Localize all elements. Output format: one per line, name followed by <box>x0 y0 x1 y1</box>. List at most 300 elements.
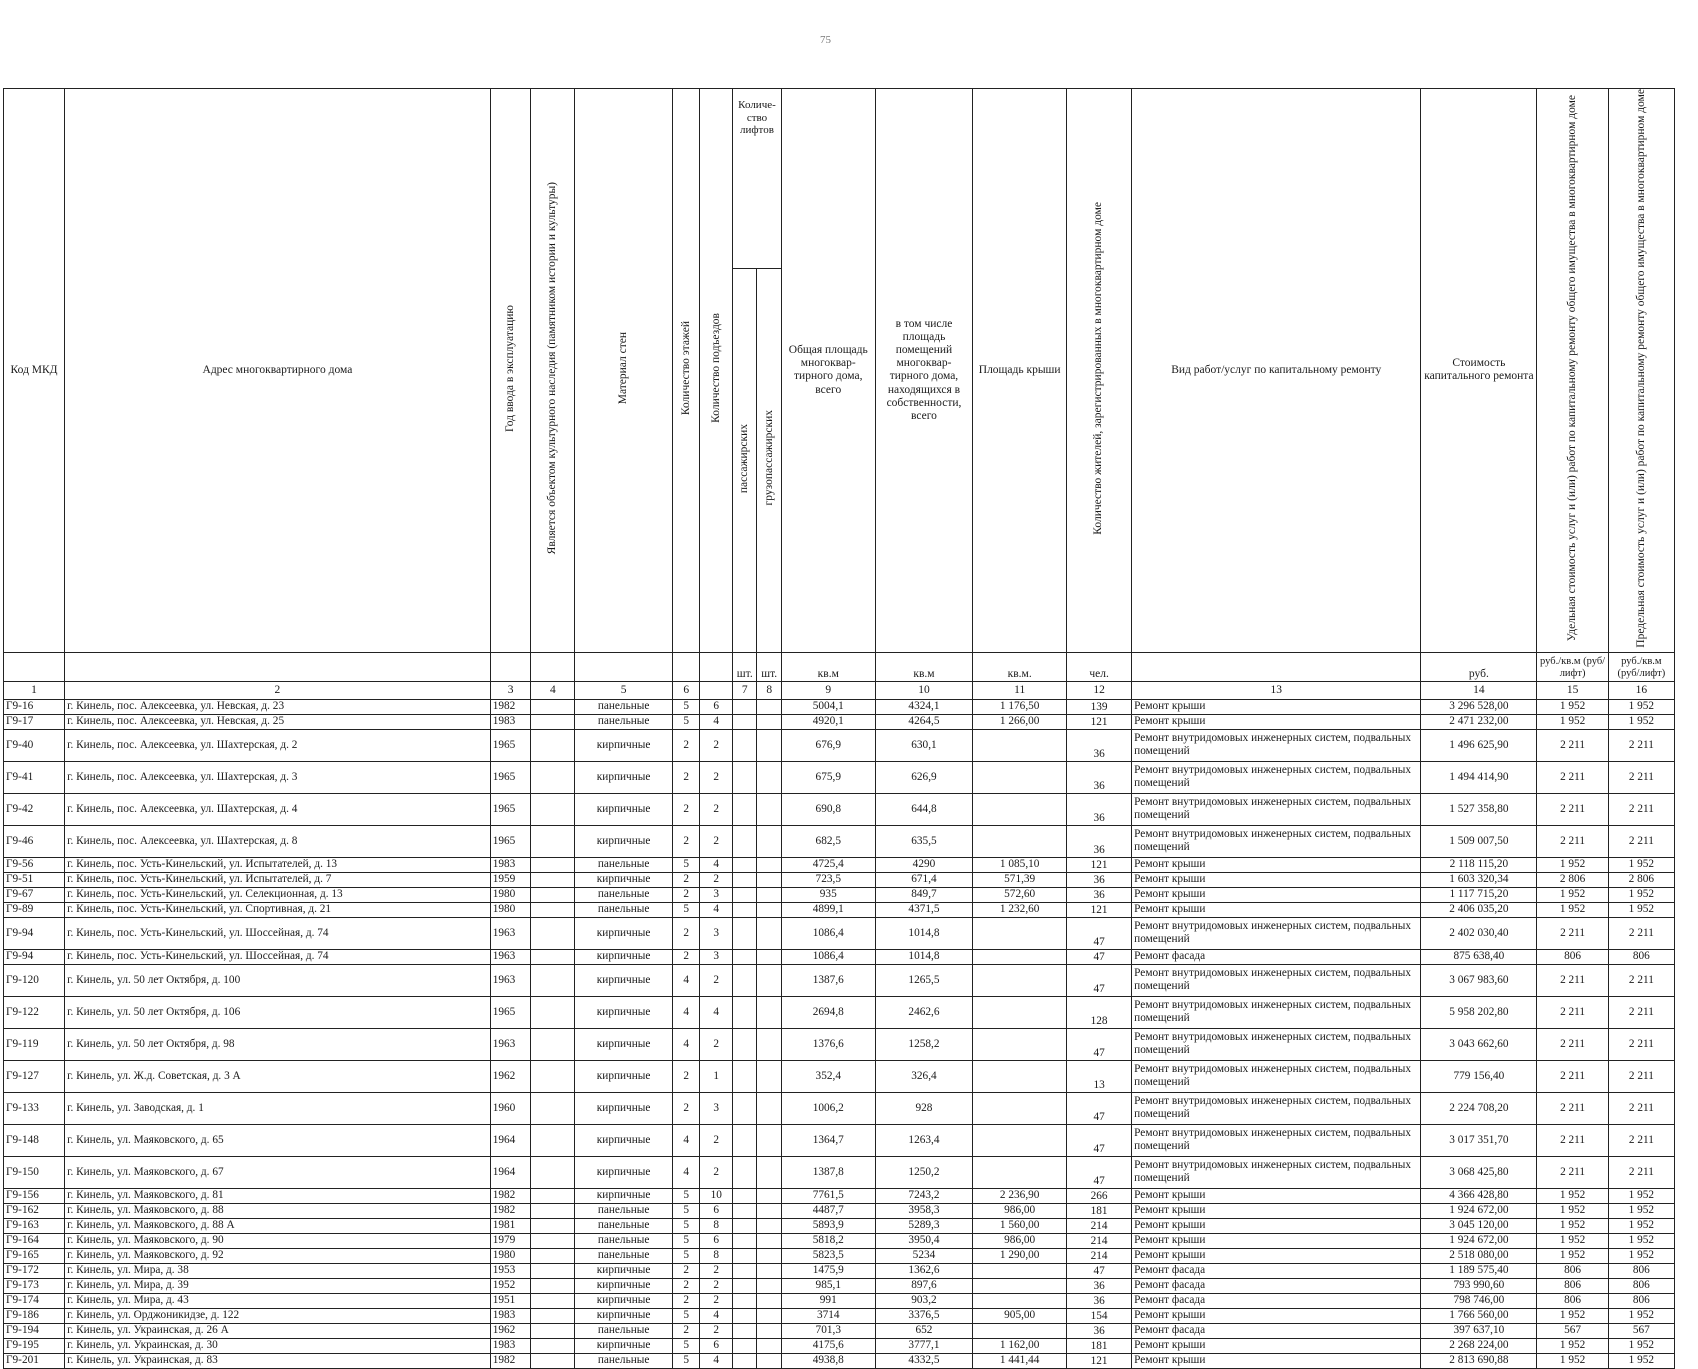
cell-year: 1980 <box>490 1248 531 1263</box>
cell-cost: 1 494 414,90 <box>1421 761 1537 793</box>
cell-total-area: 2694,8 <box>781 996 875 1028</box>
cell-lifts-pass <box>733 1293 757 1308</box>
cell-code: Г9-150 <box>4 1156 65 1188</box>
cell-lifts-cargo <box>757 1278 781 1293</box>
cell-heritage <box>531 1308 575 1323</box>
cell-floors: 5 <box>672 714 699 729</box>
cell-limit-cost: 1 952 <box>1608 1353 1674 1368</box>
cell-code: Г9-156 <box>4 1188 65 1203</box>
cell-unit-cost: 2 211 <box>1537 1124 1608 1156</box>
cell-unit-cost: 2 211 <box>1537 1156 1608 1188</box>
cell-heritage <box>531 825 575 857</box>
cell-code: Г9-165 <box>4 1248 65 1263</box>
table-row <box>4 1338 1675 1353</box>
cell-owned-area: 4332,5 <box>875 1353 973 1368</box>
cell-floors: 5 <box>672 1218 699 1233</box>
cell-address: г. Кинель, ул. Маяковского, д. 81 <box>65 1188 491 1203</box>
cell-lifts-pass <box>733 1028 757 1060</box>
cell-entrances: 4 <box>700 996 733 1028</box>
cell-limit-cost: 1 952 <box>1608 1338 1674 1353</box>
cell-owned-area: 326,4 <box>875 1060 973 1092</box>
cell-entrances: 3 <box>700 949 733 964</box>
cell-entrances: 6 <box>700 699 733 714</box>
cell-lifts-cargo <box>757 1248 781 1263</box>
table-row <box>4 761 1675 793</box>
cell-roof-area <box>973 964 1067 996</box>
cell-owned-area: 903,2 <box>875 1293 973 1308</box>
header-floors-cell <box>672 89 699 653</box>
column-number: 13 <box>1132 681 1421 699</box>
cell-entrances: 4 <box>700 714 733 729</box>
cell-owned-area: 3777,1 <box>875 1338 973 1353</box>
cell-roof-area <box>973 917 1067 949</box>
header-owned-area: в том числе площадь помещений многоквар- тирного дома, находящихся в собственности, всего <box>875 89 973 653</box>
cell-cost: 1 924 672,00 <box>1421 1203 1537 1218</box>
table-row <box>4 1308 1675 1323</box>
header-heritage-cell <box>531 89 575 653</box>
cell-heritage <box>531 793 575 825</box>
cell-lifts-cargo <box>757 1156 781 1188</box>
header-entrances: Количество подъездов <box>709 313 722 424</box>
cell-work-type: Ремонт крыши <box>1132 1353 1421 1368</box>
cell-heritage <box>531 729 575 761</box>
cell-floors: 4 <box>672 1156 699 1188</box>
cell-floors: 2 <box>672 729 699 761</box>
cell-address: г. Кинель, пос. Алексеевка, ул. Шахтерская, д. 3 <box>65 761 491 793</box>
cell-total-area: 4175,6 <box>781 1338 875 1353</box>
cell-code: Г9-51 <box>4 872 65 887</box>
table-row <box>4 857 1675 872</box>
cell-entrances: 2 <box>700 1156 733 1188</box>
cell-wall-material: кирпичные <box>575 917 673 949</box>
cell-roof-area <box>973 1028 1067 1060</box>
cell-work-type: Ремонт внутридомовых инженерных систем, подвальных помещений <box>1132 761 1421 793</box>
cell-owned-area: 4324,1 <box>875 699 973 714</box>
header-limit-cost: Предельная стоимость услуг и (или) работ по капитальному ремонту общего имущества в многоквартирном доме <box>1634 89 1647 648</box>
cell-wall-material: кирпичные <box>575 1028 673 1060</box>
cell-total-area: 5004,1 <box>781 699 875 714</box>
cell-residents: 181 <box>1067 1203 1132 1218</box>
cell-code: Г9-122 <box>4 996 65 1028</box>
cell-code: Г9-67 <box>4 887 65 902</box>
cell-roof-area <box>973 793 1067 825</box>
cell-lifts-pass <box>733 1233 757 1248</box>
cell-lifts-cargo <box>757 917 781 949</box>
cell-total-area: 4487,7 <box>781 1203 875 1218</box>
cell-cost: 1 509 007,50 <box>1421 825 1537 857</box>
cell-unit-cost: 1 952 <box>1537 714 1608 729</box>
cell-unit-cost: 806 <box>1537 949 1608 964</box>
cell-residents: 154 <box>1067 1308 1132 1323</box>
cell-heritage <box>531 1124 575 1156</box>
cell-work-type: Ремонт крыши <box>1132 1233 1421 1248</box>
table-row <box>4 1293 1675 1308</box>
cell-year: 1965 <box>490 996 531 1028</box>
cell-limit-cost: 806 <box>1608 949 1674 964</box>
cell-code: Г9-164 <box>4 1233 65 1248</box>
cell-wall-material: панельные <box>575 699 673 714</box>
cell-entrances: 2 <box>700 1278 733 1293</box>
cell-entrances: 2 <box>700 872 733 887</box>
cell-owned-area: 1265,5 <box>875 964 973 996</box>
cell-total-area: 723,5 <box>781 872 875 887</box>
cell-wall-material: панельные <box>575 1233 673 1248</box>
cell-residents: 36 <box>1067 1323 1132 1338</box>
table-row <box>4 1353 1675 1368</box>
cell-limit-cost: 1 952 <box>1608 714 1674 729</box>
table-row <box>4 1188 1675 1203</box>
cell-work-type: Ремонт крыши <box>1132 1308 1421 1323</box>
cell-year: 1982 <box>490 1353 531 1368</box>
table-row <box>4 1124 1675 1156</box>
header-wall-cell <box>575 89 673 653</box>
cell-work-type: Ремонт крыши <box>1132 1188 1421 1203</box>
cell-wall-material: кирпичные <box>575 964 673 996</box>
cell-owned-area: 3950,4 <box>875 1233 973 1248</box>
cell-code: Г9-89 <box>4 902 65 917</box>
cell-total-area: 701,3 <box>781 1323 875 1338</box>
cell-total-area: 682,5 <box>781 825 875 857</box>
cell-residents: 128 <box>1067 996 1132 1028</box>
header-unit-cost-cell <box>1537 89 1608 653</box>
cell-work-type: Ремонт крыши <box>1132 699 1421 714</box>
cell-entrances: 1 <box>700 1060 733 1092</box>
cell-code: Г9-201 <box>4 1353 65 1368</box>
cell-owned-area: 1014,8 <box>875 949 973 964</box>
cell-cost: 3 067 983,60 <box>1421 964 1537 996</box>
cell-lifts-pass <box>733 1323 757 1338</box>
table-row <box>4 917 1675 949</box>
column-number: 11 <box>973 681 1067 699</box>
cell-wall-material: кирпичные <box>575 825 673 857</box>
cell-wall-material: кирпичные <box>575 1263 673 1278</box>
cell-residents: 36 <box>1067 887 1132 902</box>
cell-limit-cost: 1 952 <box>1608 1218 1674 1233</box>
cell-lifts-pass <box>733 699 757 714</box>
column-number: 16 <box>1608 681 1674 699</box>
cell-limit-cost: 806 <box>1608 1278 1674 1293</box>
cell-year: 1980 <box>490 887 531 902</box>
cell-address: г. Кинель, пос. Усть-Кинельский, ул. Шоссейная, д. 74 <box>65 917 491 949</box>
cell-year: 1982 <box>490 699 531 714</box>
cell-cost: 1 924 672,00 <box>1421 1233 1537 1248</box>
cell-unit-cost: 1 952 <box>1537 887 1608 902</box>
cell-residents: 47 <box>1067 917 1132 949</box>
cell-limit-cost: 1 952 <box>1608 699 1674 714</box>
header-cost: Стоимость капитального ремонта <box>1421 89 1537 653</box>
cell-floors: 2 <box>672 761 699 793</box>
cell-wall-material: кирпичные <box>575 729 673 761</box>
column-number: 12 <box>1067 681 1132 699</box>
cell-owned-area: 644,8 <box>875 793 973 825</box>
cell-floors: 5 <box>672 1188 699 1203</box>
cell-floors: 2 <box>672 1263 699 1278</box>
cell-address: г. Кинель, ул. Мира, д. 38 <box>65 1263 491 1278</box>
cell-cost: 875 638,40 <box>1421 949 1537 964</box>
table-body <box>4 699 1675 1368</box>
cell-owned-area: 4264,5 <box>875 714 973 729</box>
unit-owned-area: кв.м <box>875 652 973 681</box>
cell-work-type: Ремонт крыши <box>1132 1338 1421 1353</box>
cell-limit-cost: 1 952 <box>1608 1248 1674 1263</box>
cell-floors: 2 <box>672 1293 699 1308</box>
header-code: Код МКД <box>4 89 65 653</box>
cell-lifts-pass <box>733 1278 757 1293</box>
cell-wall-material: панельные <box>575 902 673 917</box>
cell-lifts-cargo <box>757 949 781 964</box>
cell-limit-cost: 2 211 <box>1608 761 1674 793</box>
table-row <box>4 729 1675 761</box>
cell-entrances: 4 <box>700 857 733 872</box>
cell-entrances: 10 <box>700 1188 733 1203</box>
cell-code: Г9-133 <box>4 1092 65 1124</box>
cell-floors: 2 <box>672 1278 699 1293</box>
cell-total-area: 5818,2 <box>781 1233 875 1248</box>
cell-lifts-cargo <box>757 996 781 1028</box>
cell-owned-area: 1258,2 <box>875 1028 973 1060</box>
cell-floors: 5 <box>672 1248 699 1263</box>
cell-year: 1963 <box>490 949 531 964</box>
cell-code: Г9-162 <box>4 1203 65 1218</box>
cell-unit-cost: 2 211 <box>1537 1092 1608 1124</box>
cell-wall-material: панельные <box>575 1203 673 1218</box>
cell-owned-area: 671,4 <box>875 872 973 887</box>
cell-total-area: 5893,9 <box>781 1218 875 1233</box>
table-row <box>4 964 1675 996</box>
cell-heritage <box>531 1353 575 1368</box>
cell-wall-material: кирпичные <box>575 1278 673 1293</box>
cell-wall-material: панельные <box>575 1218 673 1233</box>
cell-cost: 1 603 320,34 <box>1421 872 1537 887</box>
header-wall: Материал стен <box>616 332 629 405</box>
cell-lifts-cargo <box>757 1218 781 1233</box>
cell-heritage <box>531 1028 575 1060</box>
cell-address: г. Кинель, пос. Усть-Кинельский, ул. Селекционная, д. 13 <box>65 887 491 902</box>
cell-roof-area: 1 290,00 <box>973 1248 1067 1263</box>
cell-year: 1964 <box>490 1156 531 1188</box>
cell-unit-cost: 806 <box>1537 1263 1608 1278</box>
cell-lifts-pass <box>733 1248 757 1263</box>
cell-year: 1960 <box>490 1092 531 1124</box>
cell-code: Г9-94 <box>4 949 65 964</box>
cell-code: Г9-16 <box>4 699 65 714</box>
cell-address: г. Кинель, ул. Заводская, д. 1 <box>65 1092 491 1124</box>
cell-wall-material: кирпичные <box>575 1308 673 1323</box>
cell-total-area: 1475,9 <box>781 1263 875 1278</box>
cell-cost: 397 637,10 <box>1421 1323 1537 1338</box>
cell-floors: 2 <box>672 825 699 857</box>
cell-lifts-pass <box>733 887 757 902</box>
cell-work-type: Ремонт внутридомовых инженерных систем, подвальных помещений <box>1132 964 1421 996</box>
cell-lifts-pass <box>733 964 757 996</box>
cell-lifts-cargo <box>757 729 781 761</box>
cell-floors: 2 <box>672 1060 699 1092</box>
cell-wall-material: кирпичные <box>575 949 673 964</box>
cell-total-area: 1364,7 <box>781 1124 875 1156</box>
column-number: 5 <box>575 681 673 699</box>
cell-total-area: 4725,4 <box>781 857 875 872</box>
cell-cost: 798 746,00 <box>1421 1293 1537 1308</box>
cell-limit-cost: 806 <box>1608 1293 1674 1308</box>
cell-cost: 2 402 030,40 <box>1421 917 1537 949</box>
cell-address: г. Кинель, ул. Маяковского, д. 65 <box>65 1124 491 1156</box>
cell-unit-cost: 2 211 <box>1537 996 1608 1028</box>
cell-address: г. Кинель, пос. Алексеевка, ул. Шахтерская, д. 2 <box>65 729 491 761</box>
cell-unit-cost: 1 952 <box>1537 1308 1608 1323</box>
cell-year: 1982 <box>490 1203 531 1218</box>
cell-address: г. Кинель, пос. Усть-Кинельский, ул. Шоссейная, д. 74 <box>65 949 491 964</box>
cell-wall-material: кирпичные <box>575 1156 673 1188</box>
cell-code: Г9-120 <box>4 964 65 996</box>
cell-limit-cost: 2 211 <box>1608 917 1674 949</box>
cell-residents: 121 <box>1067 857 1132 872</box>
cell-limit-cost: 1 952 <box>1608 902 1674 917</box>
cell-roof-area: 986,00 <box>973 1203 1067 1218</box>
cell-unit-cost: 1 952 <box>1537 1353 1608 1368</box>
cell-heritage <box>531 714 575 729</box>
cell-year: 1983 <box>490 1338 531 1353</box>
cell-year: 1962 <box>490 1323 531 1338</box>
cell-wall-material: кирпичные <box>575 761 673 793</box>
table-row <box>4 793 1675 825</box>
cell-limit-cost: 2 211 <box>1608 729 1674 761</box>
cell-residents: 36 <box>1067 729 1132 761</box>
cell-floors: 5 <box>672 1353 699 1368</box>
cell-floors: 2 <box>672 917 699 949</box>
column-number: 8 <box>757 681 781 699</box>
header-limit-cost-cell <box>1608 89 1674 653</box>
cell-address: г. Кинель, ул. Украинская, д. 30 <box>65 1338 491 1353</box>
cell-code: Г9-56 <box>4 857 65 872</box>
cell-cost: 3 296 528,00 <box>1421 699 1537 714</box>
cell-year: 1965 <box>490 729 531 761</box>
cell-residents: 181 <box>1067 1338 1132 1353</box>
cell-heritage <box>531 1323 575 1338</box>
cell-work-type: Ремонт внутридомовых инженерных систем, подвальных помещений <box>1132 917 1421 949</box>
cell-roof-area: 1 162,00 <box>973 1338 1067 1353</box>
column-number: 2 <box>65 681 491 699</box>
cell-floors: 2 <box>672 949 699 964</box>
cell-lifts-cargo <box>757 1353 781 1368</box>
cell-heritage <box>531 761 575 793</box>
cell-work-type: Ремонт внутридомовых инженерных систем, подвальных помещений <box>1132 1124 1421 1156</box>
cell-address: г. Кинель, ул. Маяковского, д. 67 <box>65 1156 491 1188</box>
cell-total-area: 1387,8 <box>781 1156 875 1188</box>
cell-cost: 2 268 224,00 <box>1421 1338 1537 1353</box>
cell-total-area: 675,9 <box>781 761 875 793</box>
cell-cost: 3 068 425,80 <box>1421 1156 1537 1188</box>
cell-address: г. Кинель, ул. 50 лет Октября, д. 106 <box>65 996 491 1028</box>
cell-residents: 139 <box>1067 699 1132 714</box>
header-work: Вид работ/услуг по капитальному ремонту <box>1132 89 1421 653</box>
cell-year: 1983 <box>490 1308 531 1323</box>
cell-residents: 214 <box>1067 1218 1132 1233</box>
cell-wall-material: кирпичные <box>575 996 673 1028</box>
cell-lifts-cargo <box>757 1092 781 1124</box>
cell-address: г. Кинель, ул. Ж.д. Советская, д. 3 А <box>65 1060 491 1092</box>
cell-work-type: Ремонт внутридомовых инженерных систем, подвальных помещений <box>1132 996 1421 1028</box>
cell-lifts-pass <box>733 902 757 917</box>
cell-work-type: Ремонт внутридомовых инженерных систем, подвальных помещений <box>1132 1092 1421 1124</box>
cell-heritage <box>531 1278 575 1293</box>
cell-heritage <box>531 917 575 949</box>
cell-unit-cost: 1 952 <box>1537 902 1608 917</box>
cell-unit-cost: 2 211 <box>1537 917 1608 949</box>
cell-code: Г9-163 <box>4 1218 65 1233</box>
cell-roof-area <box>973 1278 1067 1293</box>
cell-cost: 3 043 662,60 <box>1421 1028 1537 1060</box>
cell-wall-material: кирпичные <box>575 1092 673 1124</box>
cell-lifts-cargo <box>757 793 781 825</box>
cell-address: г. Кинель, ул. Маяковского, д. 88 <box>65 1203 491 1218</box>
cell-residents: 36 <box>1067 825 1132 857</box>
cell-unit-cost: 2 806 <box>1537 872 1608 887</box>
cell-residents: 47 <box>1067 949 1132 964</box>
cell-roof-area <box>973 729 1067 761</box>
header-year-cell <box>490 89 531 653</box>
cell-lifts-pass <box>733 917 757 949</box>
cell-unit-cost: 2 211 <box>1537 729 1608 761</box>
cell-heritage <box>531 1188 575 1203</box>
cell-limit-cost: 2 211 <box>1608 793 1674 825</box>
table-row <box>4 714 1675 729</box>
cell-roof-area <box>973 949 1067 964</box>
cell-cost: 1 189 575,40 <box>1421 1263 1537 1278</box>
cell-owned-area: 635,5 <box>875 825 973 857</box>
cell-entrances: 8 <box>700 1248 733 1263</box>
cell-lifts-pass <box>733 1188 757 1203</box>
cell-roof-area <box>973 1293 1067 1308</box>
cell-code: Г9-127 <box>4 1060 65 1092</box>
cell-residents: 36 <box>1067 761 1132 793</box>
unit-residents: чел. <box>1067 652 1132 681</box>
cell-total-area: 985,1 <box>781 1278 875 1293</box>
cell-code: Г9-40 <box>4 729 65 761</box>
cell-lifts-cargo <box>757 1028 781 1060</box>
cell-lifts-cargo <box>757 964 781 996</box>
cell-total-area: 4899,1 <box>781 902 875 917</box>
cell-lifts-pass <box>733 825 757 857</box>
unit-limit-cost: руб./кв.м (руб/лифт) <box>1608 652 1674 681</box>
cell-work-type: Ремонт внутридомовых инженерных систем, подвальных помещений <box>1132 1060 1421 1092</box>
cell-cost: 793 990,60 <box>1421 1278 1537 1293</box>
cell-heritage <box>531 699 575 714</box>
cell-entrances: 8 <box>700 1218 733 1233</box>
cell-roof-area <box>973 996 1067 1028</box>
cell-year: 1963 <box>490 964 531 996</box>
cell-work-type: Ремонт внутридомовых инженерных систем, подвальных помещений <box>1132 1156 1421 1188</box>
cell-address: г. Кинель, ул. Украинская, д. 26 А <box>65 1323 491 1338</box>
cell-lifts-pass <box>733 1092 757 1124</box>
header-lifts-pass: пассажирских <box>738 423 751 493</box>
cell-entrances: 2 <box>700 1263 733 1278</box>
cell-roof-area <box>973 1124 1067 1156</box>
cell-residents: 121 <box>1067 902 1132 917</box>
cell-work-type: Ремонт крыши <box>1132 1218 1421 1233</box>
cell-floors: 5 <box>672 699 699 714</box>
cell-owned-area: 1362,6 <box>875 1263 973 1278</box>
cell-cost: 5 958 202,80 <box>1421 996 1537 1028</box>
cell-lifts-cargo <box>757 857 781 872</box>
cell-entrances: 6 <box>700 1338 733 1353</box>
cell-wall-material: панельные <box>575 1248 673 1263</box>
cell-total-area: 7761,5 <box>781 1188 875 1203</box>
column-numbers-row <box>4 681 1675 699</box>
cell-lifts-cargo <box>757 1293 781 1308</box>
cell-entrances: 4 <box>700 902 733 917</box>
cell-code: Г9-17 <box>4 714 65 729</box>
cell-residents: 121 <box>1067 1353 1132 1368</box>
